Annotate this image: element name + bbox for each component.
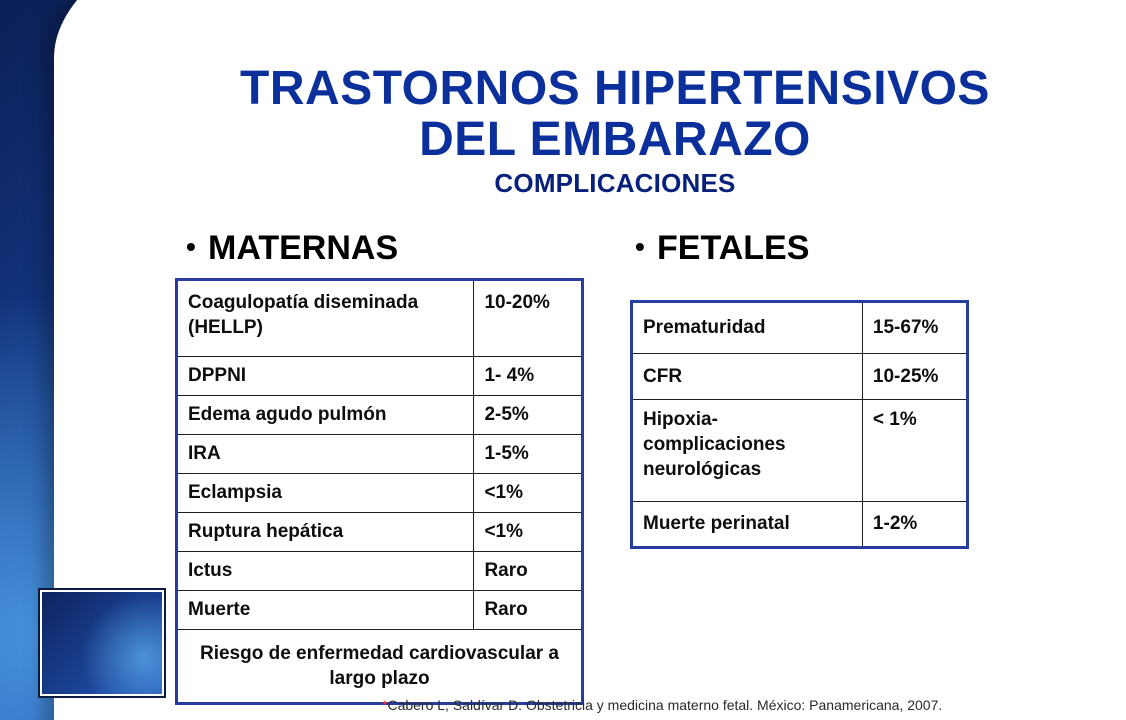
fetal-heading-label: FETALES — [657, 229, 810, 267]
table-cell-label: CFR — [632, 354, 863, 400]
table-cell-value: <1% — [474, 474, 583, 513]
bullet-icon: • — [635, 231, 645, 262]
table-row — [177, 552, 583, 591]
title-line-1: TRASTORNOS HIPERTENSIVOS — [240, 62, 990, 115]
table-cell-value: 1-5% — [474, 435, 583, 474]
decorative-corner-block — [40, 590, 164, 696]
table-row — [632, 354, 968, 400]
table-cell-value: 15-67% — [862, 302, 967, 354]
table-cell-value: < 1% — [862, 400, 967, 502]
fetal-complications-table — [630, 300, 969, 549]
table-cell-label: Ruptura hepática — [177, 513, 474, 552]
table-cell-label: Coagulopatía diseminada (HELLP) — [177, 280, 474, 357]
table-cell-label: Edema agudo pulmón — [177, 396, 474, 435]
table-row — [632, 400, 968, 502]
table-row — [177, 513, 583, 552]
table-cell-label: Muerte — [177, 591, 474, 630]
table-cell-value: Raro — [474, 552, 583, 591]
table-row — [632, 302, 968, 354]
footnote-marker: * — [382, 697, 388, 713]
table-cell-value: 10-20% — [474, 280, 583, 357]
table-row-merged — [177, 630, 583, 704]
title-line-2: DEL EMBARAZO — [419, 112, 811, 166]
table-cell-value: 1- 4% — [474, 357, 583, 396]
maternal-complications-table — [175, 278, 584, 705]
bullet-icon: • — [186, 231, 196, 262]
footnote-text: Cabero L, Saldívar D. Obstetricia y medicina materno fetal. México: Panamericana, 2007. — [387, 697, 943, 713]
table-cell-value: 1-2% — [862, 502, 967, 548]
slide-subtitle: COMPLICACIONES — [494, 167, 736, 198]
table-cell-label: Eclampsia — [177, 474, 474, 513]
slide-title — [170, 64, 1060, 197]
table-cell-label: Ictus — [177, 552, 474, 591]
table-cell-value: <1% — [474, 513, 583, 552]
table-row — [177, 357, 583, 396]
citation-footnote — [382, 697, 942, 713]
table-row — [632, 502, 968, 548]
table-cell-value: Raro — [474, 591, 583, 630]
table-cell-label: Hipoxia-complicaciones neurológicas — [632, 400, 863, 502]
table-cell-label: Prematuridad — [632, 302, 863, 354]
table-cell-label: Muerte perinatal — [632, 502, 863, 548]
table-row — [177, 474, 583, 513]
table-row — [177, 435, 583, 474]
table-cell-merged: Riesgo de enfermedad cardiovascular a largo plazo — [177, 630, 583, 704]
table-row — [177, 396, 583, 435]
table-cell-value: 2-5% — [474, 396, 583, 435]
fetal-heading — [635, 229, 809, 268]
table-cell-label: IRA — [177, 435, 474, 474]
maternal-heading — [186, 229, 398, 268]
maternal-heading-label: MATERNAS — [208, 229, 399, 267]
table-row — [177, 280, 583, 357]
table-cell-value: 10-25% — [862, 354, 967, 400]
table-row — [177, 591, 583, 630]
table-cell-label: DPPNI — [177, 357, 474, 396]
